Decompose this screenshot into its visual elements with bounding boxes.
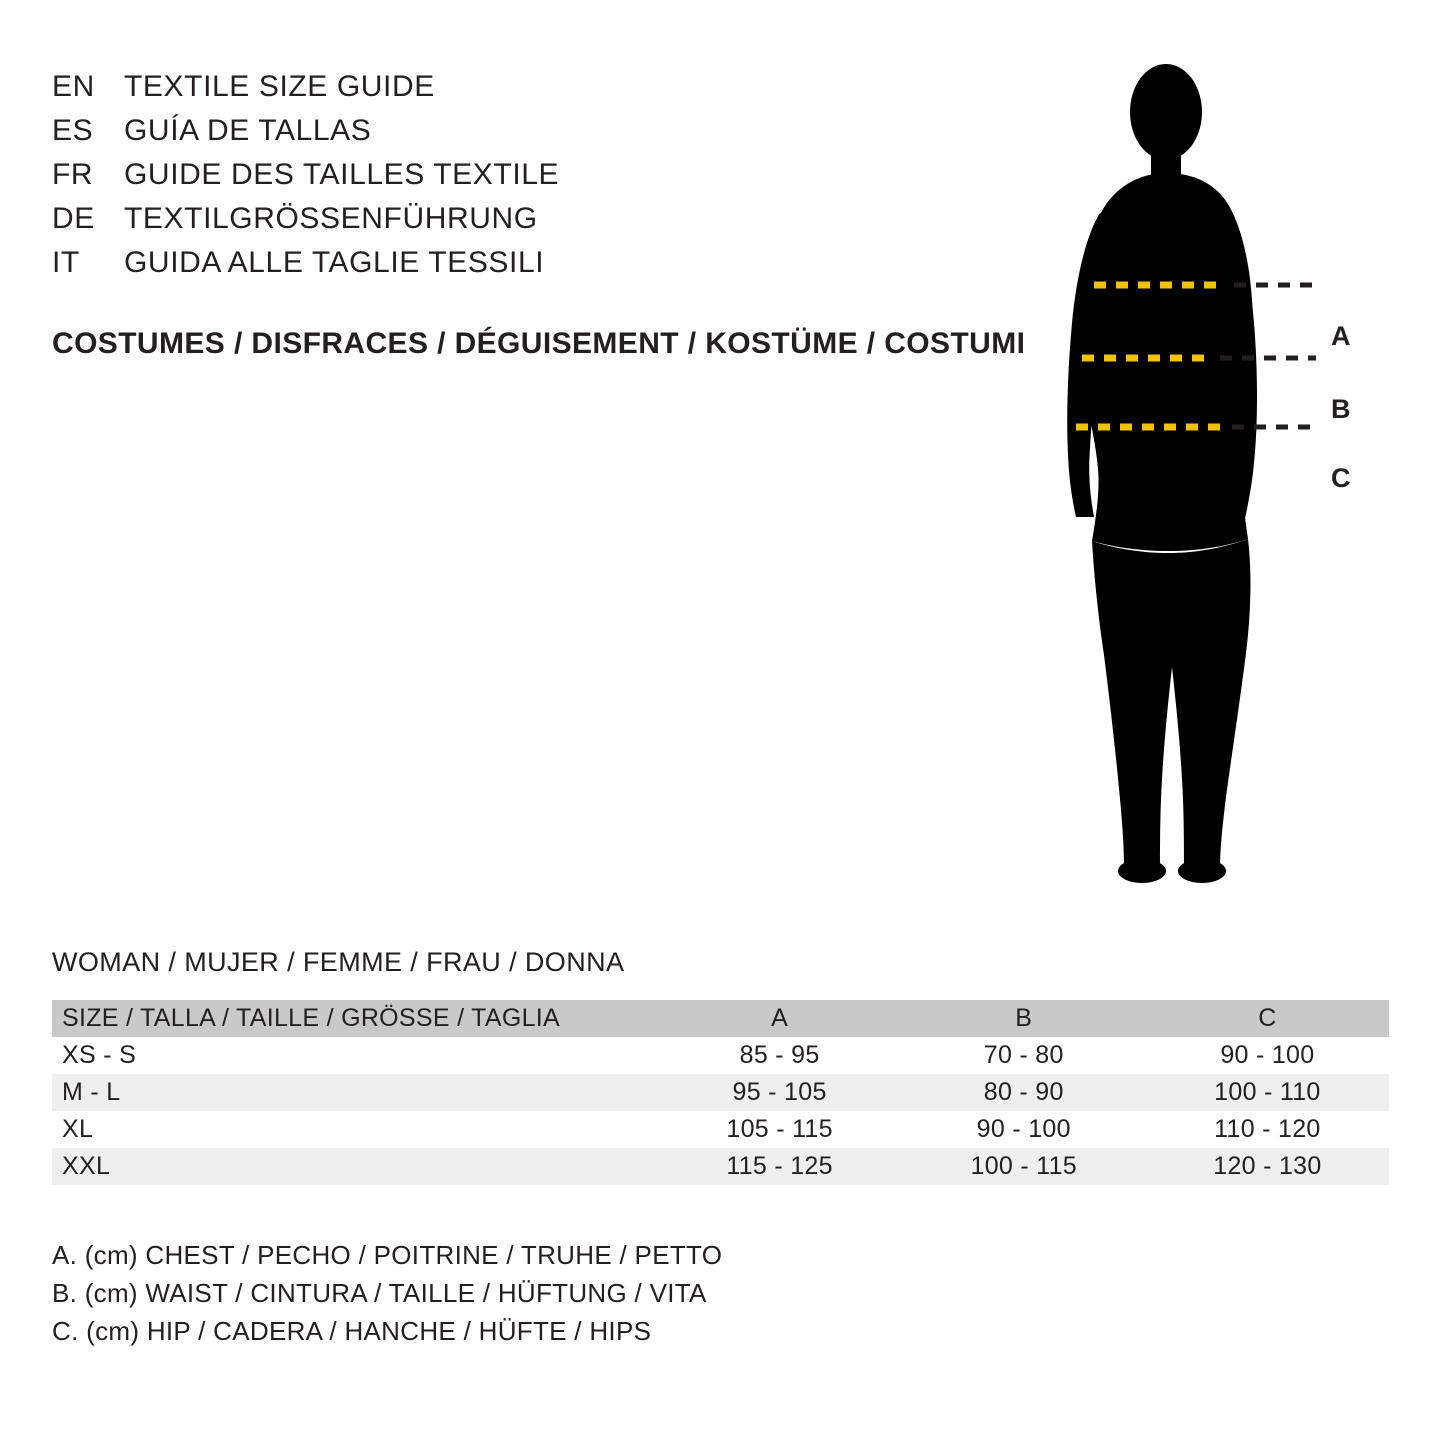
column-header-a: A [771,1004,789,1032]
cell-a: 105 - 115 [726,1115,833,1143]
table-head [52,1000,1389,1037]
cell-c: 120 - 130 [1213,1152,1322,1180]
cell-c: 110 - 120 [1214,1115,1321,1143]
cell-c: 100 - 110 [1214,1078,1321,1106]
language-code-en: EN [52,70,95,103]
language-row-fr [52,158,559,202]
cell-a: 95 - 105 [732,1078,827,1106]
table-row [52,1111,1389,1148]
language-code-fr: FR [52,158,94,191]
language-code-it: IT [52,246,80,279]
language-row-en [52,70,559,114]
cell-size: XL [62,1115,94,1143]
cell-size: XXL [62,1152,111,1180]
cell-b: 80 - 90 [983,1078,1064,1106]
category-title: COSTUMES / DISFRACES / DÉGUISEMENT / KOSTÜME / COSTUMI [52,327,1026,360]
language-row-es [52,114,559,158]
marker-label-c: C [1331,463,1351,493]
table-heading: WOMAN / MUJER / FEMME / FRAU / DONNA [52,947,625,977]
language-text-fr: GUIDE DES TAILLES TEXTILE [124,158,560,191]
table-body [52,1037,1389,1185]
language-text-es: GUÍA DE TALLAS [124,114,372,147]
language-text-en: TEXTILE SIZE GUIDE [124,70,435,103]
cell-b: 90 - 100 [976,1115,1071,1143]
table-row [52,1074,1389,1111]
legend-item-b: B. (cm) WAIST / CINTURA / TAILLE / HÜFTUNG / VITA [52,1278,707,1308]
cell-c: 90 - 100 [1220,1041,1315,1069]
cell-b: 70 - 80 [983,1041,1064,1069]
measurement-legend [52,1240,722,1354]
cell-size: M - L [62,1078,121,1106]
size-table [52,1000,1389,1185]
language-row-de [52,202,559,246]
cell-a: 115 - 125 [726,1152,833,1180]
table-row [52,1037,1389,1074]
column-header-b: B [1015,1004,1033,1032]
legend-item-a: A. (cm) CHEST / PECHO / POITRINE / TRUHE / PETTO [52,1240,723,1270]
cell-b: 100 - 115 [970,1152,1077,1180]
body-figure [1020,55,1380,885]
female-silhouette-icon [1020,55,1380,885]
table-header-row [52,1000,1389,1037]
language-text-de: TEXTILGRÖSSENFÜHRUNG [124,202,538,235]
language-row-it [52,246,559,290]
marker-label-a: A [1331,321,1351,351]
table-row [52,1148,1389,1185]
language-code-de: DE [52,202,95,235]
legend-item-c: C. (cm) HIP / CADERA / HANCHE / HÜFTE / HIPS [52,1316,652,1346]
marker-label-b: B [1331,394,1351,424]
cell-size: XS - S [62,1041,137,1069]
column-header-size: SIZE / TALLA / TAILLE / GRÖSSE / TAGLIA [62,1004,561,1032]
language-text-it: GUIDA ALLE TAGLIE TESSILI [124,246,545,279]
column-header-c: C [1258,1004,1277,1032]
language-list [52,70,559,290]
language-code-es: ES [52,114,94,147]
cell-a: 85 - 95 [739,1041,820,1069]
